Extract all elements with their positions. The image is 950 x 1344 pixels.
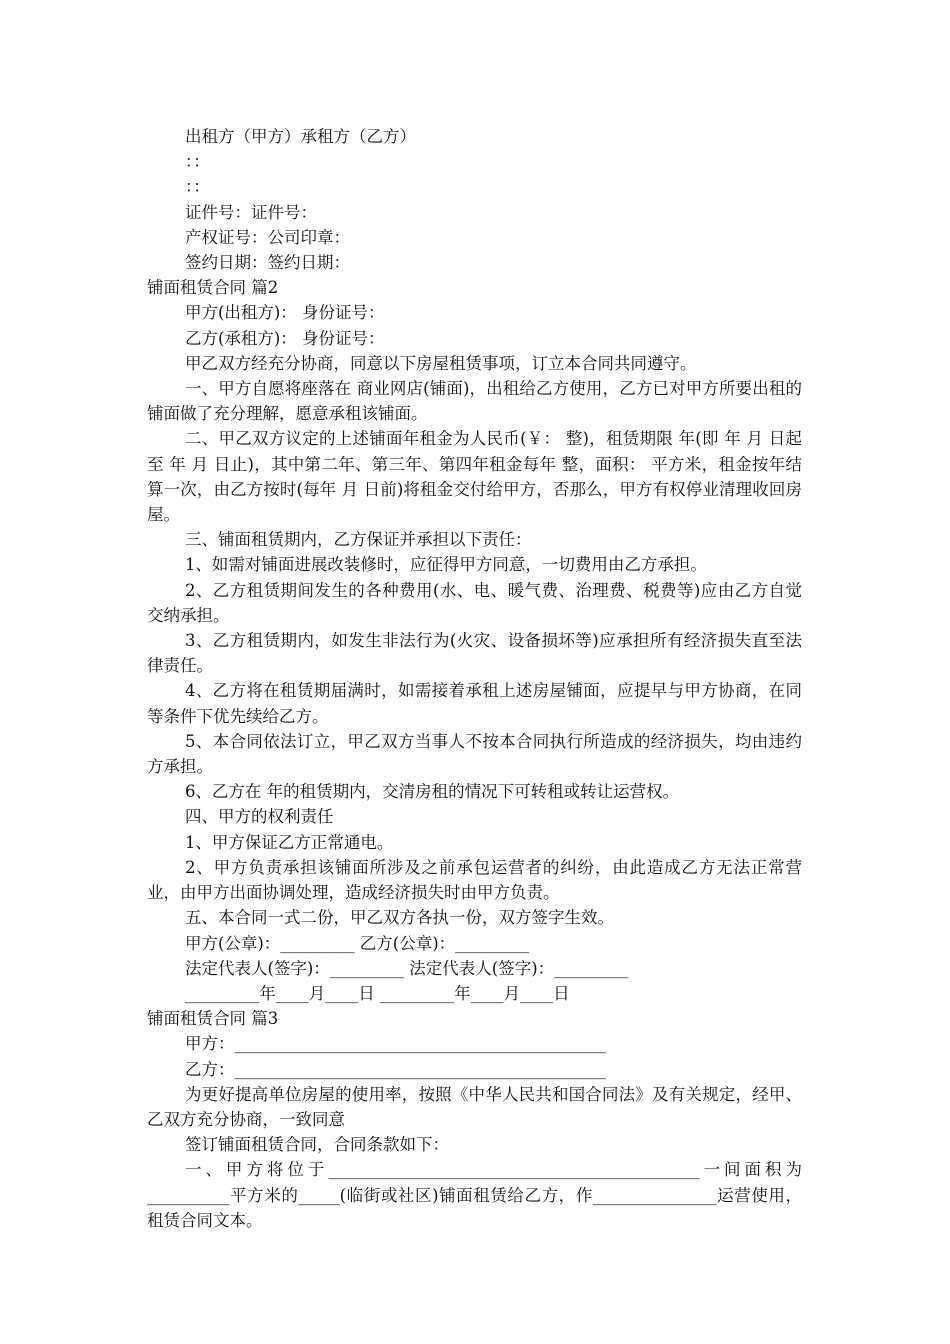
paragraph: 甲乙双方经充分协商，同意以下房屋租赁事项，订立本合同共同遵守。 [184,353,697,373]
paragraph: 签订铺面租赁合同，合同条款如下： [184,1135,449,1155]
section-heading: 铺面租赁合同 篇2 [147,278,279,298]
paragraph: 一、甲方将位于_____________________________________________一间面积为__________平方米的_____(临街或社区)铺面租赁给乙方，作_______________运营使用，租赁合同文本。 [147,1160,802,1230]
paragraph: ：： [184,177,210,197]
paragraph: 为更好提高单位房屋的使用率，按照《中华人民共和国合同法》及有关规定，经甲、乙双方充分协商，一致同意 [147,1084,802,1129]
paragraph: 2、甲方负责承担该铺面所涉及之前承包运营者的纠纷，由此造成乙方无法正常营业，由甲方出面协调处理，造成经济损失时由甲方负责。 [147,857,802,903]
paragraph: 2、乙方租赁期间发生的各种费用(水、电、暖气费、治理费、税费等)应由乙方自觉交纳承担。 [147,580,802,625]
paragraph: 1、如需对铺面进展改装修时，应征得甲方同意，一切费用由乙方承担。 [184,555,707,575]
party-line: 乙方：_____________________________________________ [184,1059,606,1079]
document-body [147,124,802,1233]
paragraph: 6、乙方在 年的租赁期内，交清房租的情况下可转租或转让运营权。 [184,782,680,802]
section-heading: 铺面租赁合同 篇3 [147,1009,279,1029]
paragraph: 五、本合同一式二份，甲乙双方各执一份，双方签字生效。 [184,908,614,928]
paragraph: 三、铺面租赁期内，乙方保证并承担以下责任： [184,530,532,550]
paragraph: 3、乙方租赁期内，如发生非法行为(火灾、设备损坏等)应承担所有经济损失直至法律责任。 [147,631,802,676]
paragraph: 乙方(承租方)： 身份证号： [184,328,385,348]
paragraph: 1、甲方保证乙方正常通电。 [184,832,394,852]
paragraph: 四、甲方的权利责任 [184,807,334,827]
paragraph: 4、乙方将在租赁期届满时，如需接着承租上述房屋铺面，应提早与甲方协商，在同等条件下优先续给乙方。 [147,681,802,726]
signature-line: 法定代表人(签字)：_________ 法定代表人(签字)：_________ [184,958,629,978]
paragraph: ：： [184,152,210,172]
paragraph: 签约日期：签约日期： [184,253,350,273]
paragraph: 甲方(出租方)： 身份证号： [184,303,385,323]
date-line: _________年____月____日 _________年____月____日 [184,983,570,1003]
paragraph: 出租方（甲方）承租方（乙方） [184,127,416,146]
party-line: 甲方：_____________________________________________ [184,1034,606,1054]
paragraph: 二、甲乙双方议定的上述铺面年租金为人民币(￥： 整)，租赁期限 年(即 年 月 日起至 年 月 日止)，其中第二年、第三年、第四年租金每年 整，面积： 平方米，租金按年结算一次，由乙方按时(每年 月 日前)将租金交付给甲方，否那么，甲方有权停业清理收回房屋。 [147,429,802,525]
paragraph: 5、本合同依法订立，甲乙双方当事人不按本合同执行所造成的经济损失，均由违约方承担。 [147,731,802,777]
paragraph: 证件号：证件号： [184,202,317,222]
paragraph: 产权证号：公司印章： [184,227,350,247]
signature-line: 甲方(公章)：_________ 乙方(公章)：_________ [184,933,530,953]
paragraph: 一、甲方自愿将座落在 商业网店(铺面)，出租给乙方使用，乙方已对甲方所要出租的铺面做了充分理解，愿意承租该铺面。 [147,379,802,424]
